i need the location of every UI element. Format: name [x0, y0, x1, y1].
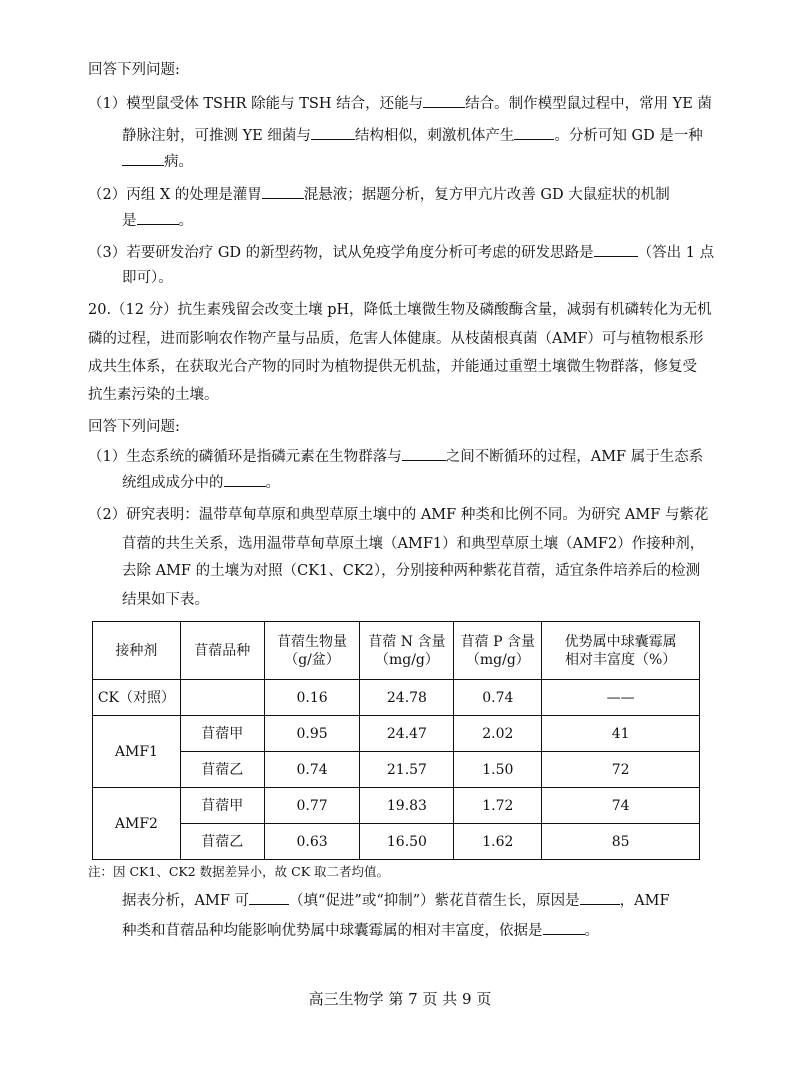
answer-blank[interactable] [122, 151, 164, 166]
p-cell: 0.74 [454, 680, 542, 716]
n-cell: 19.83 [360, 788, 454, 824]
q19-1-line3: 病。 [122, 151, 193, 172]
group-cell: CK（对照） [93, 680, 181, 716]
q20-1-line1: （1）生态系统的磷循环是指磷元素在生物群落与 之间不断循环的过程，AMF 属于生态系 [88, 446, 703, 467]
table-note: 注：因 CK1、CK2 数据差异小，故 CK 取二者均值。 [88, 864, 390, 879]
header-abundance: 优势属中球囊霉属 相对丰富度（%） [542, 622, 700, 680]
header-p-content: 苜蓿 P 含量 （mg/g） [454, 622, 542, 680]
table-row [93, 788, 700, 824]
answer-blank[interactable] [249, 890, 289, 905]
n-cell: 24.47 [360, 716, 454, 752]
answer-blank[interactable] [594, 242, 638, 257]
q20-1-line2: 统组成成分中的 。 [122, 472, 280, 493]
biomass-cell: 0.77 [264, 788, 360, 824]
q19-intro: 回答下列问题: [88, 62, 180, 78]
header-n-content: 苜蓿 N 含量 （mg/g） [360, 622, 454, 680]
q19-1-line1: （1）模型鼠受体 TSHR 除能与 TSH 结合，还能与 结合。制作模型鼠过程中，常用 YE 菌 [88, 93, 712, 114]
p-cell: 2.02 [454, 716, 542, 752]
p-cell: 1.72 [454, 788, 542, 824]
p-cell: 1.50 [454, 752, 542, 788]
q20-analysis-line2: 种类和苜蓿品种均能影响优势属中球囊霉属的相对丰富度，依据是 。 [122, 920, 599, 941]
q19-2-line2: 是 。 [122, 210, 193, 231]
table-row [93, 680, 700, 716]
header-biomass: 苜蓿生物量 （g/盆） [264, 622, 360, 680]
q20-2-line4: 结果如下表。 [122, 592, 209, 608]
q19-2-line1: （2）丙组 X 的处理是灌胃 混悬液；据题分析，复方甲亢片改善 GD 大鼠症状的机制 [88, 184, 670, 205]
q20-stem-line4: 抗生素污染的土壤。 [88, 387, 219, 403]
abundance-cell: 72 [542, 752, 700, 788]
biomass-cell: 0.95 [264, 716, 360, 752]
answer-blank[interactable] [224, 472, 266, 487]
q20-2-line1: （2）研究表明：温带草甸草原和典型草原土壤中的 AMF 种类和比例不同。为研究 AMF 与紫花 [88, 507, 709, 523]
answer-blank[interactable] [580, 890, 620, 905]
group-cell: AMF2 [93, 788, 181, 860]
abundance-cell: 85 [542, 824, 700, 860]
abundance-cell: 74 [542, 788, 700, 824]
abundance-cell: 41 [542, 716, 700, 752]
results-table [92, 621, 700, 860]
answer-blank[interactable] [423, 93, 465, 108]
biomass-cell: 0.63 [264, 824, 360, 860]
table-row [93, 716, 700, 752]
answer-blank[interactable] [311, 125, 355, 140]
answer-blank[interactable] [137, 210, 179, 225]
q20-2-line2: 苜蓿的共生关系，选用温带草甸草原土壤（AMF1）和典型草原土壤（AMF2）作接种剂， [122, 536, 705, 552]
variety-cell: 苜蓿乙 [180, 752, 264, 788]
variety-cell [180, 680, 264, 716]
q19-1-line2: 静脉注射，可推测 YE 细菌与 结构相似，刺激机体产生 。分析可知 GD 是一种 [122, 125, 703, 146]
variety-cell: 苜蓿乙 [180, 824, 264, 860]
variety-cell: 苜蓿甲 [180, 788, 264, 824]
q20-stem-line2: 磷的过程，进而影响农作物产量与品质，危害人体健康。从枝菌根真菌（AMF）可与植物根系形 [88, 331, 704, 347]
q20-stem-line3: 成共生体系，在获取光合产物的同时为植物提供无机盐，并能通过重塑土壤微生物群落，修复受 [88, 359, 697, 375]
answer-blank[interactable] [262, 184, 304, 199]
header-variety: 苜蓿品种 [180, 622, 264, 680]
header-inoculant: 接种剂 [93, 622, 181, 680]
table-row [93, 752, 700, 788]
group-cell: AMF1 [93, 716, 181, 788]
table-header-row [93, 622, 700, 680]
q19-3-line1: （3）若要研发治疗 GD 的新型药物，试从免疫学角度分析可考虑的研发思路是 （答出 1 点 [88, 242, 714, 263]
answer-blank[interactable] [514, 125, 554, 140]
n-cell: 24.78 [360, 680, 454, 716]
n-cell: 21.57 [360, 752, 454, 788]
q20-intro: 回答下列问题: [88, 419, 180, 435]
abundance-cell: —— [542, 680, 700, 716]
variety-cell: 苜蓿甲 [180, 716, 264, 752]
biomass-cell: 0.74 [264, 752, 360, 788]
n-cell: 16.50 [360, 824, 454, 860]
q19-3-line2: 即可）。 [122, 270, 173, 286]
q20-2-line3: 去除 AMF 的土壤为对照（CK1、CK2），分别接种两种紫花苜蓿，适宜条件培养后的检测 [122, 563, 701, 579]
q20-analysis-line1: 据表分析，AMF 可 （填“促进”或“抑制”）紫花苜蓿生长，原因是 ，AMF [122, 890, 670, 911]
q20-stem-line1: 20.（12 分）抗生素残留会改变土壤 pH，降低土壤微生物及磷酸酶含量，减弱有机磷转化为无机 [88, 302, 712, 318]
table-row [93, 824, 700, 860]
answer-blank[interactable] [543, 920, 585, 935]
answer-blank[interactable] [402, 446, 446, 461]
biomass-cell: 0.16 [264, 680, 360, 716]
page-footer: 高三生物学 第 7 页 共 9 页 [308, 990, 492, 1008]
p-cell: 1.62 [454, 824, 542, 860]
